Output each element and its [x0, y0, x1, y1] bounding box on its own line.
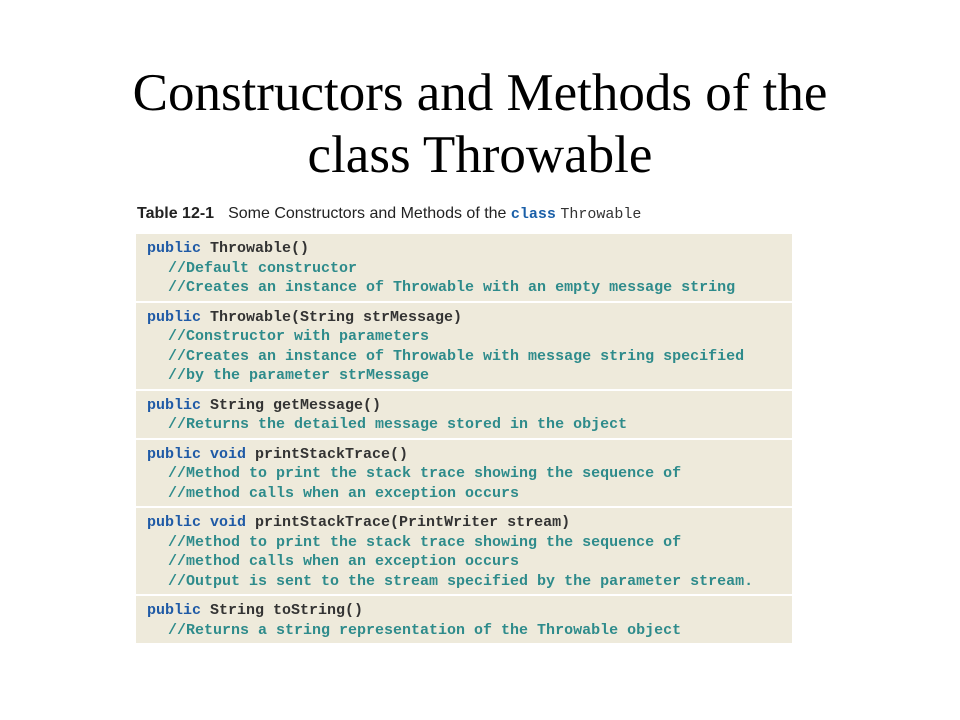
- method-comment: //Creates an instance of Throwable with an empty message string: [168, 279, 736, 296]
- method-signature: [147, 239, 792, 259]
- method-signature: [147, 513, 792, 533]
- method-comment: //Constructor with parameters: [168, 328, 430, 345]
- method-comment: //method calls when an exception occurs: [168, 484, 520, 502]
- signature-keyword: public void: [147, 514, 247, 531]
- signature-keyword: public: [147, 396, 202, 414]
- method-comment: //Returns the detailed message stored in the object: [168, 416, 628, 433]
- method-comment: //Default constructor: [168, 259, 358, 277]
- signature-text: String toString(): [201, 602, 364, 619]
- signature-keyword: public: [147, 308, 202, 326]
- methods-table: [136, 234, 792, 643]
- signature-text: printStackTrace(PrintWriter stream): [246, 514, 571, 531]
- table-row: [136, 234, 792, 301]
- table-caption-keyword: class: [510, 206, 556, 223]
- method-signature: [147, 396, 792, 416]
- table-caption-classname: Throwable: [560, 206, 642, 223]
- table-number: Table 12-1: [137, 205, 215, 222]
- signature-keyword: public void: [147, 445, 247, 463]
- signature-keyword: public: [147, 240, 202, 257]
- slide-title-line-1: Constructors and Methods of the: [132, 64, 828, 122]
- method-signature: [147, 601, 792, 621]
- table-caption-text: Some Constructors and Methods of the: [228, 205, 507, 222]
- method-comment: //Method to print the stack trace showing the sequence of: [168, 533, 682, 551]
- signature-text: printStackTrace(): [246, 445, 409, 463]
- method-comment: //method calls when an exception occurs: [168, 553, 520, 570]
- table-row: [136, 301, 792, 389]
- slide-title-line-2: class Throwable: [307, 126, 653, 184]
- slide-title: [0, 62, 960, 186]
- table-caption: [137, 205, 641, 223]
- method-signature: [147, 308, 792, 328]
- table-row: [136, 594, 792, 643]
- method-signature: [147, 445, 792, 465]
- method-comment: //by the parameter strMessage: [168, 367, 430, 384]
- table-row: [136, 389, 792, 438]
- method-comment: //Returns a string representation of the Throwable object: [168, 621, 682, 639]
- signature-text: String getMessage(): [201, 396, 382, 414]
- method-comment: //Output is sent to the stream specified by the parameter stream.: [168, 572, 754, 590]
- method-comment: //Creates an instance of Throwable with message string specified: [168, 347, 745, 365]
- signature-text: Throwable(): [201, 240, 310, 257]
- signature-text: Throwable(String strMessage): [201, 308, 463, 326]
- signature-keyword: public: [147, 602, 202, 619]
- table-row: [136, 438, 792, 507]
- table-row: [136, 506, 792, 594]
- method-comment: //Method to print the stack trace showing the sequence of: [168, 465, 682, 482]
